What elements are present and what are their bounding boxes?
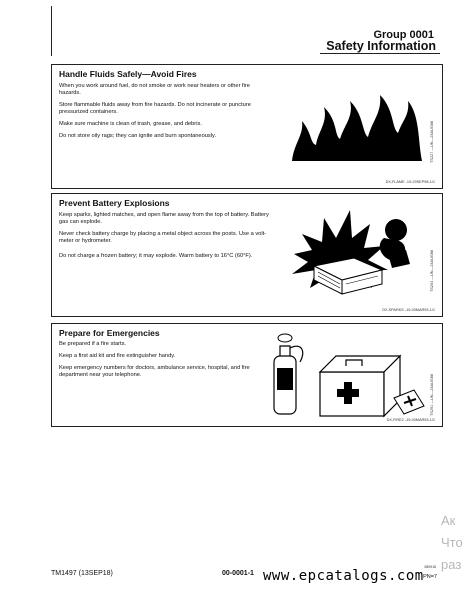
header-rule-vertical bbox=[51, 6, 52, 56]
paragraph: Keep a first aid kit and fire extinguisher handy. bbox=[59, 353, 176, 359]
document-number: TM1497 (13SEP18) bbox=[51, 570, 113, 577]
section-title: Prevent Battery Explosions bbox=[59, 198, 170, 208]
flame-illustration bbox=[284, 73, 434, 163]
group-label: Group 0001 bbox=[373, 29, 434, 41]
paragraph: Store flammable fluids away from fire hazards. Do not incinerate or puncture pressurized containers. bbox=[59, 102, 251, 115]
paragraph: Keep sparks, lighted matches, and open flame away from the top of battery. Battery gas can explode. bbox=[59, 212, 269, 225]
figure-side-code: TS291 —UN—23AUG88 bbox=[430, 374, 434, 416]
paragraph: When you work around fuel, do not smoke or work near heaters or other fire hazards. bbox=[59, 83, 250, 96]
overlay-line: раз bbox=[441, 557, 462, 572]
battery-explosion-illustration bbox=[284, 204, 424, 296]
overlay-line: Ак bbox=[441, 513, 456, 528]
page-number: 00-0001-1 bbox=[222, 570, 254, 577]
watermark-link[interactable]: www.epcatalogs.com bbox=[263, 568, 424, 584]
figure-side-code: TS204 —UN—23AUG88 bbox=[430, 250, 434, 292]
emergency-kit-illustration bbox=[260, 328, 430, 422]
overlay-text bbox=[441, 510, 463, 576]
paragraph: Do not charge a frozen battery; it may explode. Warm battery to 16°C (60°F). bbox=[59, 253, 253, 259]
section-title: Prepare for Emergencies bbox=[59, 328, 160, 338]
figure-code: DX,FLAME -19-29SEP98-1/1 bbox=[385, 180, 435, 184]
page-title: Safety Information bbox=[326, 39, 436, 53]
section-battery bbox=[51, 193, 443, 317]
paragraph: Keep emergency numbers for doctors, ambulance service, hospital, and fire department near your telephone. bbox=[59, 365, 250, 378]
paragraph: Be prepared if a fire starts. bbox=[59, 341, 127, 347]
header-rule-horizontal bbox=[320, 53, 440, 54]
overlay-line: Что bbox=[441, 535, 463, 550]
paragraph: Do not store oily rags; they can ignite and burn spontaneously. bbox=[59, 133, 217, 139]
paragraph: Never check battery charge by placing a metal object across the posts. Use a volt-meter or hydrometer. bbox=[59, 231, 267, 244]
paragraph: Make sure machine is clean of trash, grease, and debris. bbox=[59, 121, 202, 127]
section-fluids bbox=[51, 64, 443, 189]
section-title: Handle Fluids Safely—Avoid Fires bbox=[59, 69, 197, 79]
figure-code: DX,FIRE2 -19-03MAR93-1/1 bbox=[386, 418, 435, 422]
figure-code: DX,SPARKS -19-03MAR93-1/1 bbox=[382, 308, 435, 312]
section-emergencies bbox=[51, 323, 443, 427]
figure-side-code: TS227 —UN—23AUG88 bbox=[430, 121, 434, 163]
page-index: PN=7 bbox=[423, 574, 437, 580]
footer-tiny-code: 080918 bbox=[424, 565, 436, 569]
